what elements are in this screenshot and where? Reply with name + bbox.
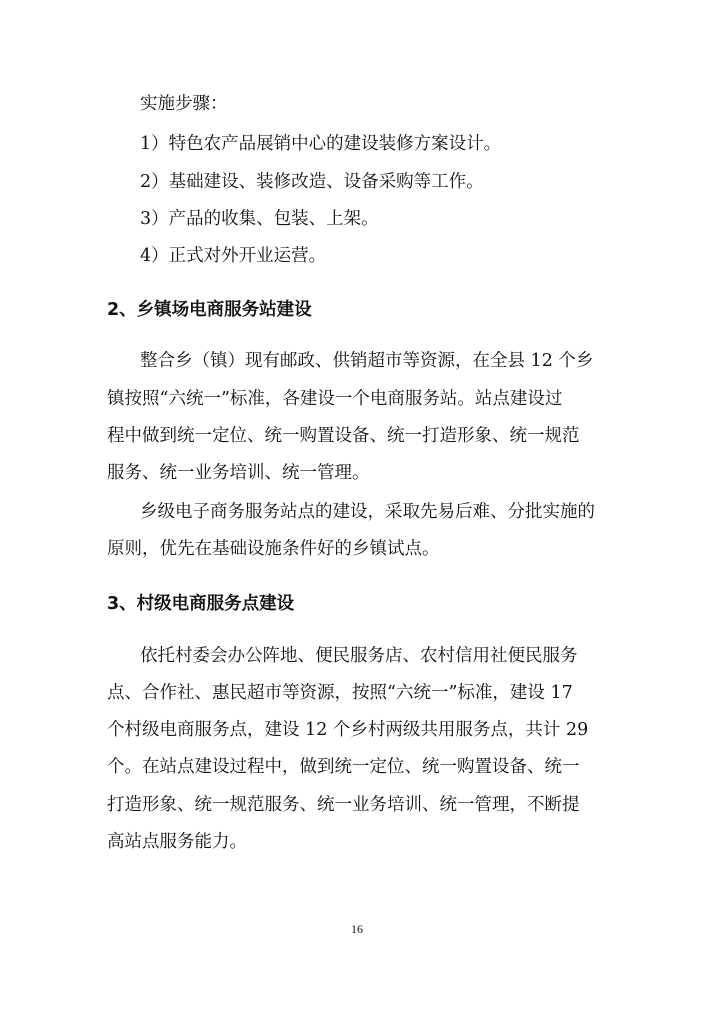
paragraph-line: 个。在站点建设过程中，做到统一定位、统一购置设备、统一	[107, 757, 580, 777]
paragraph-line: 高站点服务能力。	[107, 832, 247, 852]
paragraph-line: 镇按照“六统一”标准，各建设一个电商服务站。站点建设过	[107, 389, 563, 409]
step-item-4: 4）正式对外开业运营。	[140, 246, 327, 266]
paragraph-line: 服务、统一业务培训、统一管理。	[107, 463, 370, 483]
steps-title: 实施步骤：	[140, 94, 228, 114]
section-heading-township-stations: 2、乡镇场电商服务站建设	[107, 300, 312, 320]
step-item-1: 1）特色农产品展销中心的建设装修方案设计。	[140, 134, 502, 154]
paragraph-line: 打造形象、统一规范服务、统一业务培训、统一管理，不断提	[107, 795, 580, 815]
paragraph-line: 原则，优先在基础设施条件好的乡镇试点。	[107, 539, 440, 559]
paragraph-line: 乡级电子商务服务站点的建设，采取先易后难、分批实施的	[140, 502, 595, 522]
step-item-3: 3）产品的收集、包装、上架。	[140, 209, 379, 229]
section-heading-village-points: 3、村级电商服务点建设	[107, 594, 295, 614]
page-number: 16	[351, 922, 363, 936]
step-item-2: 2）基础建设、装修改造、设备采购等工作。	[140, 172, 484, 192]
paragraph-line: 整合乡（镇）现有邮政、供销超市等资源，在全县 12 个乡	[140, 351, 594, 371]
paragraph-line: 依托村委会办公阵地、便民服务店、农村信用社便民服务	[140, 646, 578, 666]
paragraph-line: 点、合作社、惠民超市等资源，按照“六统一”标准，建设 17	[107, 683, 573, 703]
paragraph-line: 程中做到统一定位、统一购置设备、统一打造形象、统一规范	[107, 426, 580, 446]
paragraph-line: 个村级电商服务点，建设 12 个乡村两级共用服务点，共计 29	[107, 720, 589, 740]
